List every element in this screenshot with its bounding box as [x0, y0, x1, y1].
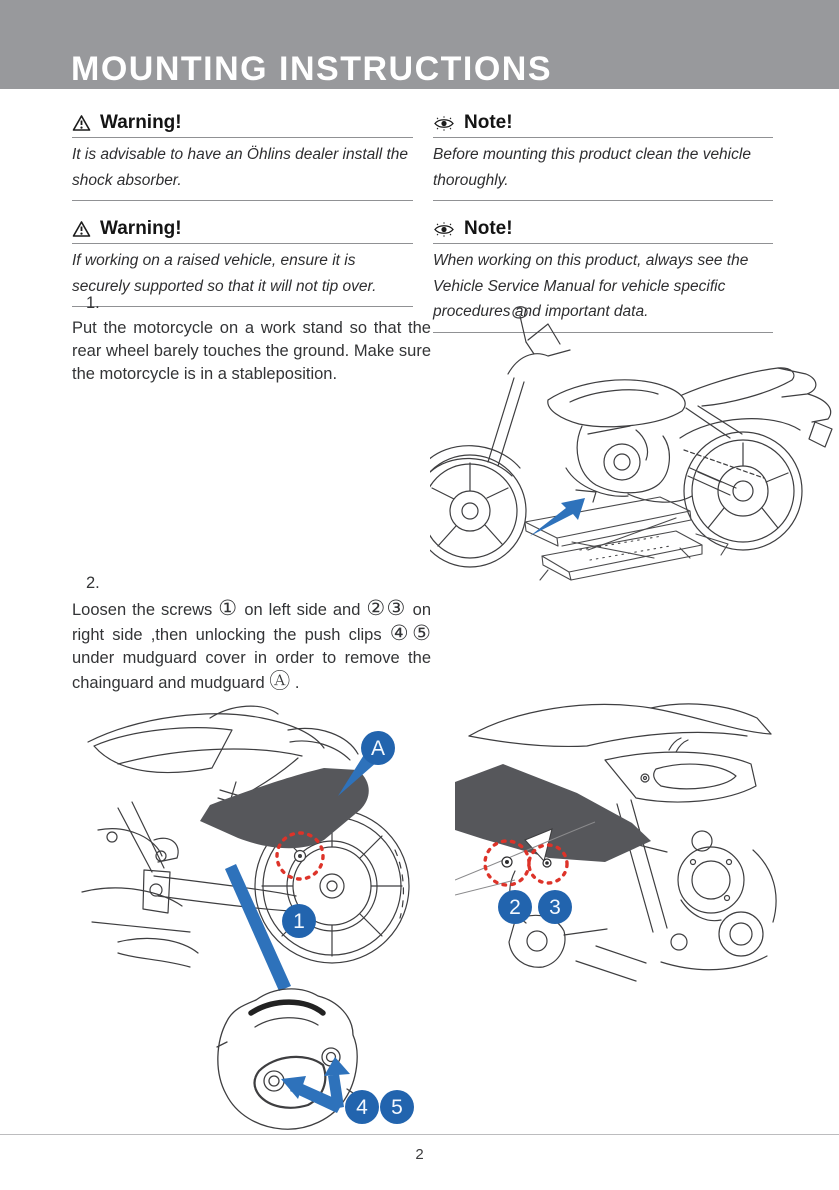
callout-badge-1: 1 [282, 904, 316, 938]
callout-badge-3: 3 [538, 890, 572, 924]
warnings-column [72, 112, 413, 324]
step-1-number: 1. [86, 294, 100, 312]
rear-left-illustration [60, 690, 460, 1137]
callout-badge-2: 2 [498, 890, 532, 924]
note-label: Note! [464, 218, 513, 239]
warning-triangle-icon [72, 220, 91, 238]
eye-icon [433, 116, 455, 131]
note-text: When working on this product, always see the Vehicle Service Manual for vehicle specific procedures and important data. [433, 244, 773, 333]
step-2 [72, 574, 431, 695]
callout-badge-a: A [361, 731, 395, 765]
warning-heading [72, 218, 413, 244]
work-stand-line-art [525, 497, 728, 580]
note-text: Before mounting this product clean the vehicle thoroughly. [433, 138, 773, 201]
step-1 [72, 294, 431, 386]
push-clip-arrows [281, 1057, 350, 1113]
callout-badge-5: 5 [380, 1090, 414, 1124]
warning-heading [72, 112, 413, 138]
warning-block [72, 112, 413, 201]
note-heading [433, 218, 773, 244]
footer-divider [0, 1134, 839, 1135]
chainguard-right-highlight [455, 764, 651, 862]
step-1-text: Put the motorcycle on a work stand so that the rear wheel barely touches the ground. Make sure the motorcycle is in a stableposition. [72, 319, 431, 383]
step-2-number: 2. [86, 574, 100, 592]
part-exploded-pointer [225, 864, 291, 991]
chainguard-mudguard-part-highlight [200, 768, 369, 848]
step-2-text: Loosen the screws ① on left side and ②③ on right side ,then unlocking the push clips ④⑤ under mudguard cover in order to remove the chainguard and mudguard Ⓐ . [72, 597, 431, 693]
page-number: 2 [415, 1146, 424, 1163]
note-heading [433, 112, 773, 138]
warning-text: It is advisable to have an Öhlins dealer install the shock absorber. [72, 138, 413, 201]
warning-triangle-icon [72, 114, 91, 132]
callout-badge-4: 4 [345, 1090, 379, 1124]
motorcycle-on-stand-illustration [430, 298, 839, 590]
eye-icon [433, 222, 455, 237]
note-block [433, 112, 773, 201]
warning-text: If working on a raised vehicle, ensure it is securely supported so that it will not tip over. [72, 244, 413, 307]
header-banner [0, 0, 839, 89]
warning-label: Warning! [100, 112, 182, 133]
rear-left-line-art [60, 690, 460, 1137]
stand-pointer-arrow [530, 498, 585, 536]
motorcycle-on-stand-line-art [430, 298, 839, 590]
right-side-illustration [455, 690, 785, 990]
right-side-line-art [455, 690, 785, 990]
note-label: Note! [464, 112, 513, 133]
warning-label: Warning! [100, 218, 182, 239]
page-title: MOUNTING INSTRUCTIONS [71, 50, 553, 88]
